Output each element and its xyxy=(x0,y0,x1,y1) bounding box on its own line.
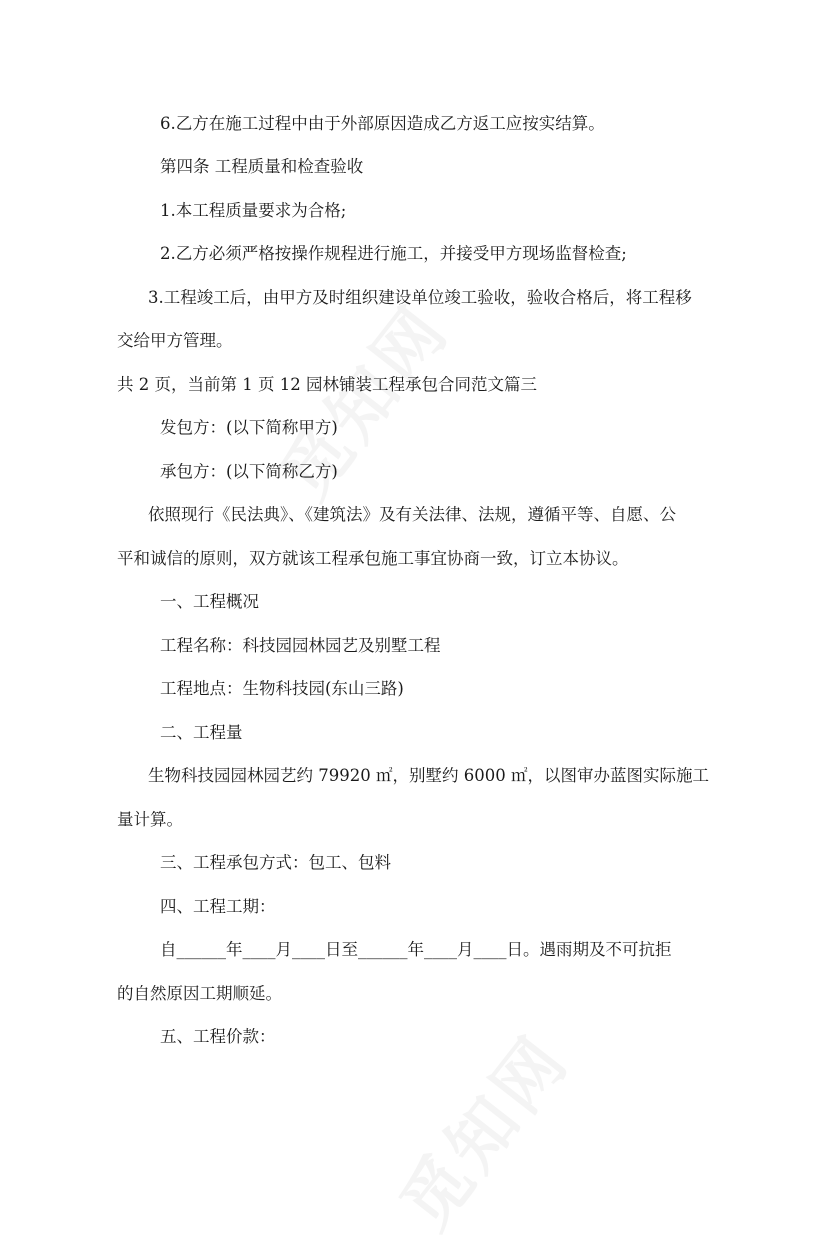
paragraph-line: 自______年____月____日至______年____月____日。遇雨期及不可抗拒 xyxy=(160,940,672,959)
paragraph-line: 生物科技园园林园艺约 79920 ㎡，别墅约 6000 ㎡，以图审办蓝图实际施工 xyxy=(148,766,709,785)
section-heading: 三、工程承包方式：包工、包料 xyxy=(160,853,391,872)
section-heading: 第四条 工程质量和检查验收 xyxy=(160,157,364,176)
paragraph-line: 交给甲方管理。 xyxy=(117,331,233,350)
paragraph-line: 1.本工程质量要求为合格; xyxy=(160,201,347,220)
section-heading: 四、工程工期： xyxy=(160,897,276,916)
page-indicator-line: 共 2 页，当前第 1 页 12 园林铺装工程承包合同范文篇三 xyxy=(117,375,537,394)
paragraph-line: 6.乙方在施工过程中由于外部原因造成乙方返工应按实结算。 xyxy=(160,114,605,133)
section-heading: 一、工程概况 xyxy=(160,592,259,611)
watermark xyxy=(374,1011,587,1246)
paragraph-line: 的自然原因工期顺延。 xyxy=(117,984,282,1003)
paragraph-line: 依照现行《民法典》、《建筑法》及有关法律、法规，遵循平等、自愿、公 xyxy=(148,505,676,524)
paragraph-line: 3.工程竣工后，由甲方及时组织建设单位竣工验收，验收合格后，将工程移 xyxy=(148,288,692,307)
paragraph-line: 工程名称：科技园园林园艺及别墅工程 xyxy=(160,636,441,655)
paragraph-line: 量计算。 xyxy=(117,810,183,829)
paragraph-line: 承包方：(以下简称乙方) xyxy=(160,462,338,481)
paragraph-line: 工程地点：生物科技园(东山三路) xyxy=(160,679,404,698)
paragraph-line: 发包方：(以下简称甲方) xyxy=(160,418,338,437)
paragraph-line: 2.乙方必须严格按操作规程进行施工，并接受甲方现场监督检查; xyxy=(160,244,627,263)
section-heading: 五、工程价款： xyxy=(160,1027,276,1046)
section-heading: 二、工程量 xyxy=(160,723,243,742)
paragraph-line: 平和诚信的原则，双方就该工程承包施工事宜协商一致，订立本协议。 xyxy=(117,549,629,568)
